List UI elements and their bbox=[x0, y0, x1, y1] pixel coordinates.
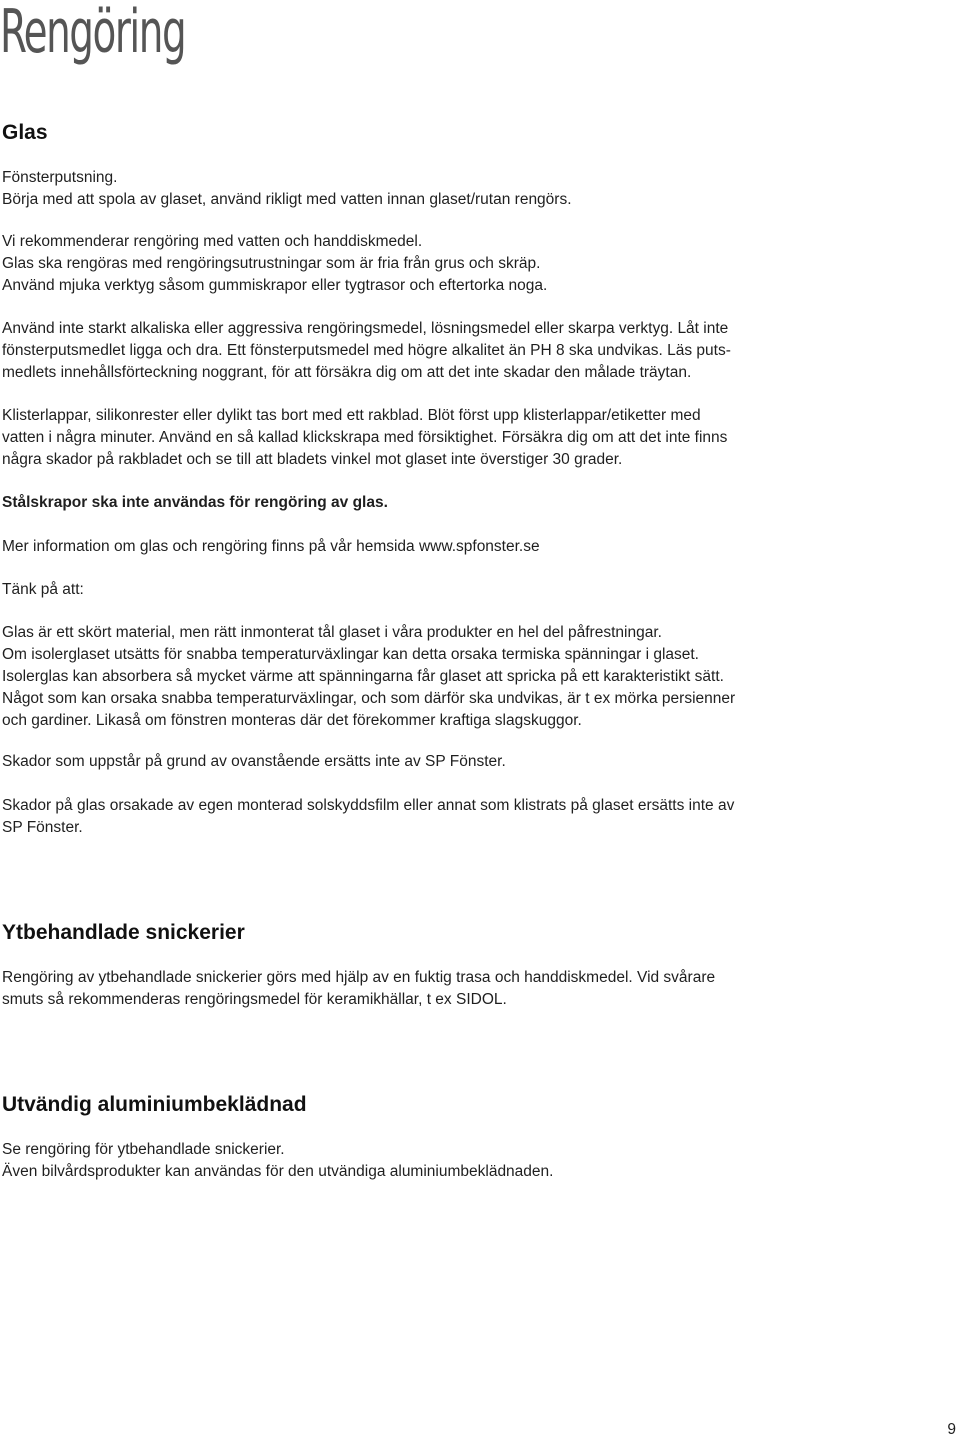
text-line: Fönsterputsning. bbox=[2, 169, 118, 186]
ytbehandlade-paragraph bbox=[2, 967, 852, 1011]
page-title: Rengöring bbox=[0, 0, 186, 67]
text-line: Skador på glas orsakade av egen monterad solskyddsfilm eller annat som klistrats på glaset ersätts inte av bbox=[2, 797, 735, 814]
text-line: Se rengöring för ytbehandlade snickerier. bbox=[2, 1141, 285, 1158]
glas-paragraph-steel-scrapers bbox=[2, 492, 852, 514]
text-line: Använd inte starkt alkaliska eller aggressiva rengöringsmedel, lösningsmedel eller skarpa verktyg. Låt inte bbox=[2, 320, 729, 337]
text-line: Glas ska rengöras med rengöringsutrustningar som är fria från grus och skräp. bbox=[2, 255, 541, 272]
glas-paragraph-stickers bbox=[2, 405, 852, 471]
text-line: medlets innehållsförteckning noggrant, för att försäkra dig om att det inte skadar den målade träytan. bbox=[2, 364, 692, 381]
text-line: Isolerglas kan absorbera så mycket värme att spänningarna får glaset att spricka på ett karakteristikt sätt. bbox=[2, 668, 724, 685]
section-heading-ytbehandlade: Ytbehandlade snickerier bbox=[2, 921, 245, 944]
text-line: fönsterputsmedlet ligga och dra. Ett fönsterputsmedel med högre alkalitet än PH 8 ska undvikas. Läs puts- bbox=[2, 342, 731, 359]
text-line: Vi rekommenderar rengöring med vatten och handdiskmedel. bbox=[2, 233, 423, 250]
text-line: Använd mjuka verktyg såsom gummiskrapor eller tygtrasor och eftertorka noga. bbox=[2, 277, 548, 294]
text-line: smuts så rekommenderas rengöringsmedel för keramikhällar, t ex SIDOL. bbox=[2, 991, 507, 1008]
glas-paragraph-warnings bbox=[2, 318, 852, 384]
text-line: SP Fönster. bbox=[2, 819, 83, 836]
text-line: Om isolerglaset utsätts för snabba temperaturväxlingar kan detta orsaka termiska spänningar i glaset. bbox=[2, 646, 699, 663]
text-line: Stålskrapor ska inte användas för rengöring av glas. bbox=[2, 494, 388, 511]
glas-paragraph-damage bbox=[2, 751, 852, 773]
glas-paragraph-film bbox=[2, 795, 852, 839]
text-line: Tänk på att: bbox=[2, 581, 84, 598]
text-line: Glas är ett skört material, men rätt inmonterat tål glaset i våra produkter en hel del påfrestningar. bbox=[2, 624, 662, 641]
glas-paragraph-intro bbox=[2, 167, 852, 211]
text-line: Något som kan orsaka snabba temperaturväxlingar, och som därför ska undvikas, är t ex mörka persienner bbox=[2, 690, 736, 707]
glas-paragraph-note-heading bbox=[2, 579, 852, 601]
glas-paragraph-more-info bbox=[2, 536, 852, 558]
text-line: och gardiner. Likaså om fönstren monteras där det förekommer kraftiga slagskuggor. bbox=[2, 712, 582, 729]
text-line: Mer information om glas och rengöring finns på vår hemsida www.spfonster.se bbox=[2, 538, 540, 555]
text-line: Även bilvårdsprodukter kan användas för den utvändiga aluminiumbeklädnaden. bbox=[2, 1163, 554, 1180]
text-line: Rengöring av ytbehandlade snickerier görs med hjälp av en fuktig trasa och handdiskmedel. Vid svårare bbox=[2, 969, 716, 986]
text-line: några skador på rakbladet och se till att bladets vinkel mot glaset inte överstiger 30 grader. bbox=[2, 451, 623, 468]
aluminium-paragraph bbox=[2, 1139, 852, 1183]
section-heading-aluminium: Utvändig aluminiumbeklädnad bbox=[2, 1093, 307, 1116]
text-line: vatten i några minuter. Använd en så kallad klickskrapa med försiktighet. Försäkra dig om att det inte finns bbox=[2, 429, 728, 446]
glas-paragraph-thermal bbox=[2, 622, 852, 732]
text-line: Börja med att spola av glaset, använd rikligt med vatten innan glaset/rutan rengörs. bbox=[2, 191, 572, 208]
section-heading-glas: Glas bbox=[2, 121, 48, 144]
glas-paragraph-recommendation bbox=[2, 231, 852, 297]
page-number: 9 bbox=[947, 1421, 956, 1438]
text-line: Skador som uppstår på grund av ovanstående ersätts inte av SP Fönster. bbox=[2, 753, 506, 770]
text-line: Klisterlappar, silikonrester eller dylikt tas bort med ett rakblad. Blöt först upp klisterlappar/etiketter med bbox=[2, 407, 701, 424]
